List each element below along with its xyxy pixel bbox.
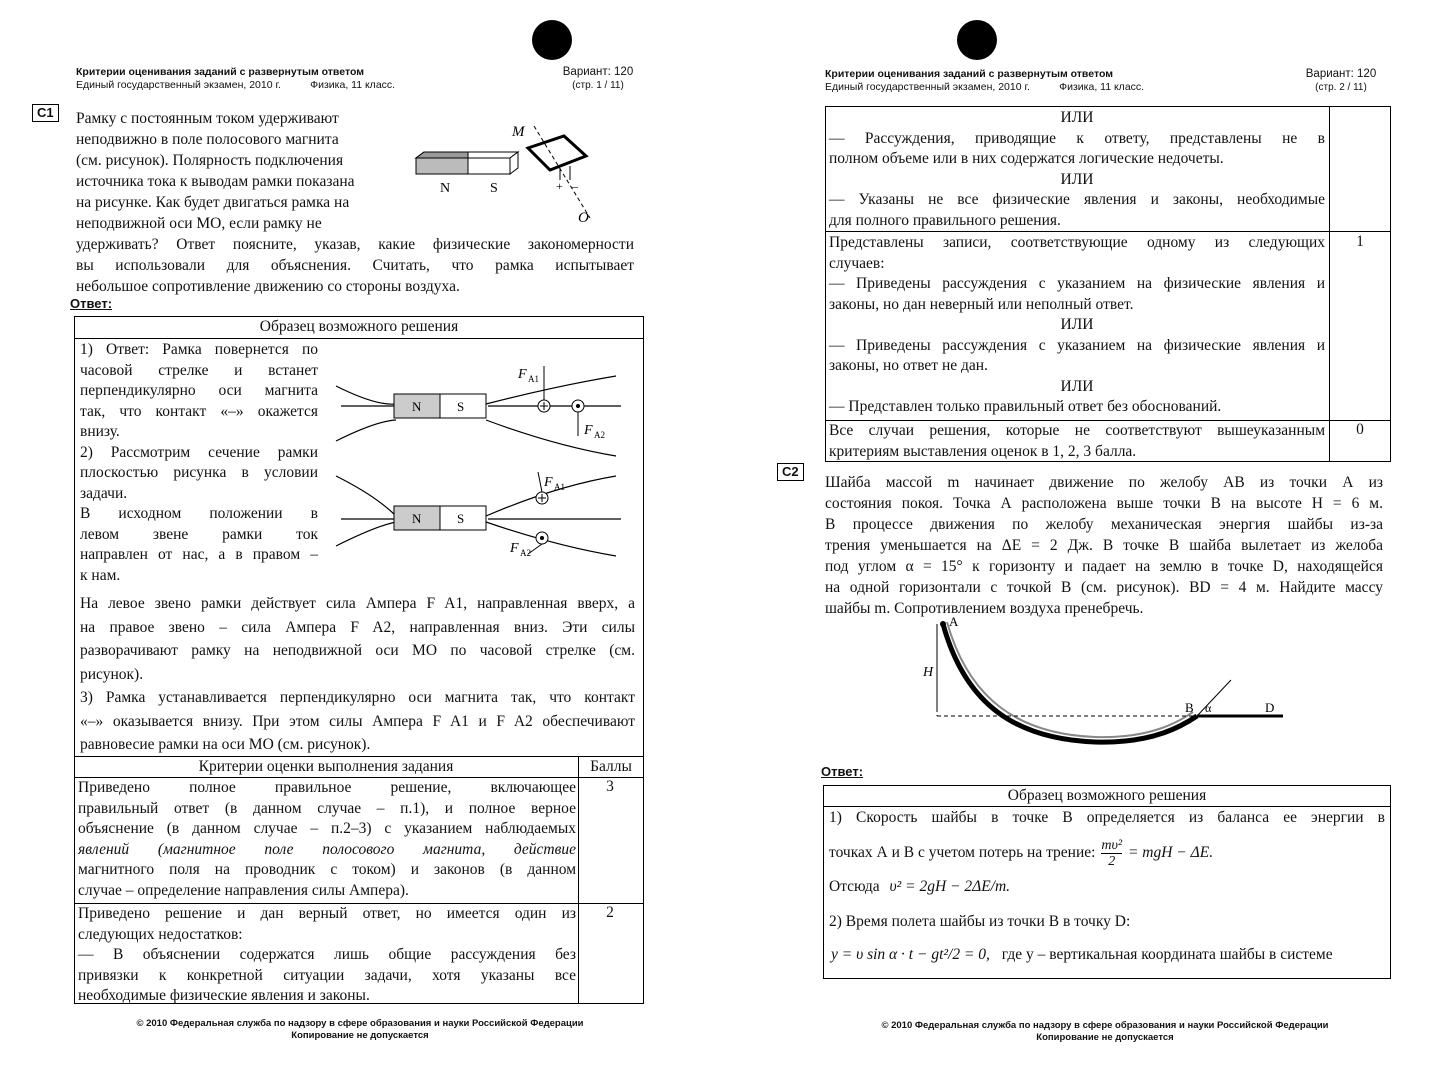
formula-text: y = υ sin α · t − gt²/2 = 0, <box>831 946 990 963</box>
criteria-line: — В объяснении содержатся лишь общие рассуждения без <box>78 946 576 963</box>
criteria-line: объяснение (в данном случае – п.2–3) с указанием наблюдаемых <box>78 820 576 837</box>
header-subtitle: Единый государственный экзамен, 2010 г. Физика, 11 класс. <box>76 79 396 91</box>
solution-text: точках А и В с учетом потерь на трение: <box>829 844 1096 862</box>
solution-line: задачи. <box>80 484 128 502</box>
column-divider <box>578 756 579 1004</box>
solution-line: плоскостью рисунка в условии <box>80 464 318 481</box>
variant-label: Вариант: 120 <box>562 66 634 78</box>
magnet-n-label: N <box>412 399 422 414</box>
page-number: (стр. 2 / 11) <box>1315 82 1367 93</box>
task-line: источника тока к выводам рамки показана <box>76 173 355 190</box>
task-line: неподвижной оси МО, если рамку не <box>76 215 322 232</box>
point-b-label: B <box>1185 700 1194 715</box>
criteria-row-2 <box>78 904 576 1007</box>
task-text <box>825 472 1383 619</box>
task-tag-c1: С1 <box>32 104 59 122</box>
divider <box>74 338 644 339</box>
criteria-line: критериям выставления оценок в 1, 2, 3 балла. <box>829 442 1137 460</box>
task-line: под углом α = 15° к горизонту и падает на землю в точке D, находящейся <box>825 558 1383 575</box>
task-text-wide <box>76 234 634 297</box>
or-separator: ИЛИ <box>1060 109 1094 126</box>
criteria-line: случае – определение направления силы Ампера). <box>78 881 409 899</box>
footer-line: Копирование не допускается <box>1036 1032 1174 1043</box>
force-a1-sub: A1 <box>528 374 539 384</box>
or-separator: ИЛИ <box>1060 377 1094 395</box>
footer-line: © 2010 Федеральная служба по надзору в сфере образования и науки Российской Федерации <box>881 1020 1329 1031</box>
formula-text: = mgH − ΔE. <box>1127 844 1214 862</box>
magnet-s-label: S <box>457 511 465 526</box>
criteria-row-1-score: 1 <box>1356 233 1364 250</box>
criteria-line: Представлены записи, соответствующие одному из следующих <box>829 234 1325 251</box>
solution-line: рисунок). <box>80 665 144 683</box>
page-footer <box>80 1018 640 1042</box>
angle-alpha-label: α <box>1205 701 1212 715</box>
task-line: Шайба массой m начинает движение по желобу АВ из точки А из <box>825 474 1383 491</box>
criteria-line: магнитного поля на проводник с током) и законов (в данном <box>78 861 576 878</box>
criteria-line: законы, но ответ не дан. <box>829 357 988 374</box>
solution-velocity <box>829 876 1010 897</box>
criteria-line: законы, но дан неверный или неполный ответ. <box>829 295 1134 313</box>
footer-line: Копирование не допускается <box>291 1030 429 1041</box>
criteria-row-2-score: 2 <box>606 904 614 921</box>
criteria-line: Приведено решение и дан верный ответ, но имеется один из <box>78 905 576 922</box>
force-a2-label: F <box>510 541 519 556</box>
task-line: состояния покоя. Точка А расположена выше точки В на высоте H = 6 м. <box>825 495 1383 512</box>
criteria-header: Критерии оценки выполнения задания <box>198 758 454 775</box>
solution-line: равновесие рамки на оси МО (см. рисунок). <box>80 736 371 753</box>
solution-text: Отсюда <box>829 878 880 895</box>
page-number: (стр. 1 / 11) <box>572 80 624 91</box>
task-line: Рамку с постоянным током удерживают <box>76 110 339 127</box>
force-a1-label: F <box>518 367 527 382</box>
formula-text: υ² = 2gH − 2ΔE/m. <box>889 878 1011 895</box>
task-line: неподвижно в поле полосового магнита <box>76 131 339 148</box>
right-page <box>745 0 1443 1079</box>
page-footer <box>825 1020 1385 1044</box>
force-a1-sub: A1 <box>554 482 565 492</box>
task-line: небольшое сопротивление движению со стороны воздуха. <box>76 278 460 295</box>
magnet-s-label: S <box>457 399 465 414</box>
criteria-line: — Указаны не все физические явления и законы, необходимые <box>829 191 1325 208</box>
task-line: вы использовали для объяснения. Считать, что рамка испытывает <box>76 257 634 274</box>
magnet-n-label: N <box>440 181 451 196</box>
task-line: на одной горизонтали с точкой В (см. рисунок). BD = 4 м. Найдите массу <box>825 579 1383 596</box>
solution-line: к нам. <box>80 566 121 584</box>
criteria-line: — Представлен только правильный ответ без обоснований. <box>829 398 1222 415</box>
answer-label: Ответ: <box>821 764 864 779</box>
criteria-row-2-continued <box>829 108 1325 231</box>
page-header <box>76 66 516 92</box>
solution-line: левом звене рамки ток <box>80 525 318 543</box>
minus-terminal-label: – <box>572 179 578 193</box>
criteria-line: для полного правильного решения. <box>829 211 1061 229</box>
solution-energy-balance <box>829 838 1213 869</box>
criteria-line: явлений (магнитное поле полосового магнита, действие <box>78 840 576 858</box>
criteria-line: привязки к конкретной ситуации задачи, хотя указаны все <box>78 966 576 984</box>
column-divider <box>1329 106 1330 462</box>
criteria-line: необходимые физические явления и законы. <box>78 987 370 1004</box>
solution-column-text <box>80 340 318 586</box>
solution-flight-eq <box>831 944 1333 965</box>
axis-o-label: O <box>578 210 589 226</box>
force-a2-label: F <box>584 423 593 438</box>
or-separator: ИЛИ <box>1060 170 1094 188</box>
criteria-row-0-score: 0 <box>1356 421 1364 438</box>
registration-mark <box>532 20 572 60</box>
task-text <box>76 108 404 234</box>
force-a2-sub: A2 <box>594 430 605 440</box>
criteria-line: — Рассуждения, приводящие к ответу, представлены не в <box>829 129 1325 147</box>
task-line: на рисунке. Как будет двигаться рамка на <box>76 194 350 211</box>
solution-line: внизу. <box>80 423 120 440</box>
plus-terminal-label: + <box>556 179 563 193</box>
solution-line: 3) Рамка устанавливается перпендикулярно оси магнита так, что контакт <box>80 689 635 706</box>
criteria-line: следующих недостатков: <box>78 925 243 943</box>
score-header: Баллы <box>590 758 632 775</box>
task-line: В процессе движения по желобу механическая энергия шайбы из-за <box>825 516 1383 533</box>
solution-line: «–» оказывается внизу. При этом силы Ампера F A1 и F A2 обеспечивают <box>80 712 635 730</box>
trough-figure <box>915 614 1295 754</box>
task-line: удерживать? Ответ поясните, указав, какие физические закономерности <box>76 236 634 253</box>
solution-line: направлен от нас, а в правом – <box>80 546 318 563</box>
criteria-row-3 <box>78 778 576 901</box>
criteria-line: — Приведены рассуждения с указанием на физические явления и <box>829 275 1325 292</box>
height-h-label: H <box>923 665 934 680</box>
left-page <box>0 0 700 1079</box>
page-variant <box>548 66 648 92</box>
page-variant <box>1291 68 1391 94</box>
solution-title: Образец возможного решения <box>259 318 459 335</box>
point-a-label: A <box>949 614 959 629</box>
header-subtitle: Единый государственный экзамен, 2010 г. Физика, 11 класс. <box>825 81 1145 93</box>
criteria-row-1 <box>829 233 1325 418</box>
header-title: Критерии оценивания заданий с развернутым ответом <box>825 68 1113 80</box>
registration-mark <box>957 20 997 60</box>
task-line: (см. рисунок). Полярность подключения <box>76 152 344 169</box>
answer-label: Ответ: <box>70 296 113 311</box>
magnet-s-label: S <box>490 181 498 196</box>
criteria-row-3-score: 3 <box>606 778 614 795</box>
solution-line: 2) Рассмотрим сечение рамки <box>80 443 318 461</box>
solution-full-text <box>80 592 635 757</box>
criteria-line: случаев: <box>829 254 885 272</box>
variant-label: Вариант: 120 <box>1305 68 1377 80</box>
task-tag-c2: С2 <box>777 463 804 481</box>
magnet-frame-figure <box>410 118 610 230</box>
criteria-line: полном объеме или в них содержатся логические недочеты. <box>829 150 1224 167</box>
point-d-label: D <box>1265 700 1275 715</box>
solution-line: В исходном положении в <box>80 505 318 522</box>
task-line: трения уменьшается на ΔE = 2 Дж. В точке В шайба вылетает из желоба <box>825 537 1383 554</box>
criteria-line: Приведено полное правильное решение, включающее <box>78 779 576 796</box>
solution-line: так, что контакт «–» окажется <box>80 402 318 420</box>
axis-m-label: M <box>512 124 525 140</box>
divider <box>825 231 1391 232</box>
force-a2-sub: A2 <box>520 548 531 558</box>
footer-line: © 2010 Федеральная служба по надзору в сфере образования и науки Российской Федерации <box>136 1018 584 1029</box>
criteria-line: — Приведены рассуждения с указанием на физические явления и <box>829 336 1325 354</box>
solution-line: 1) Ответ: Рамка повернется по <box>80 341 318 358</box>
criteria-row-0 <box>829 421 1325 462</box>
fraction-mv2-over-2: $\frac{\text{mυ²}}{2}$ <box>1101 838 1123 869</box>
solution-line: 1) Скорость шайбы в точке В определяется из баланса ее энергии в <box>829 809 1385 826</box>
magnet-n-label: N <box>412 511 422 526</box>
page-header <box>825 68 1265 94</box>
solution-line: часовой стрелке и встанет <box>80 361 318 379</box>
solution-line: на правое звено – сила Ампера F A2, направленная вниз. Эти силы <box>80 618 635 636</box>
solution-line: разворачивают рамку на неподвижной оси МО по часовой стрелке (см. <box>80 642 635 659</box>
force-a1-label: F <box>544 475 553 490</box>
solution-text: где y – вертикальная координата шайбы в системе <box>1001 946 1333 963</box>
solution-line: перпендикулярно оси магнита <box>80 382 318 399</box>
solution-line: 2) Время полета шайбы из точки В в точку D: <box>829 913 1131 930</box>
or-separator: ИЛИ <box>1060 316 1094 333</box>
criteria-line: правильный ответ (в данном случае – п.1), и полное верное <box>78 799 576 817</box>
task-line: шайбы m. Сопротивлением воздуха пренебречь. <box>825 600 1144 617</box>
header-title: Критерии оценивания заданий с развернутым ответом <box>76 66 364 78</box>
solution-line: На левое звено рамки действует сила Ампера F A1, направленная вверх, а <box>80 595 635 612</box>
field-lines-figure <box>326 346 626 570</box>
criteria-line: Все случаи решения, которые не соответствуют вышеуказанным <box>829 422 1325 439</box>
solution-title: Образец возможного решения <box>1007 787 1207 804</box>
